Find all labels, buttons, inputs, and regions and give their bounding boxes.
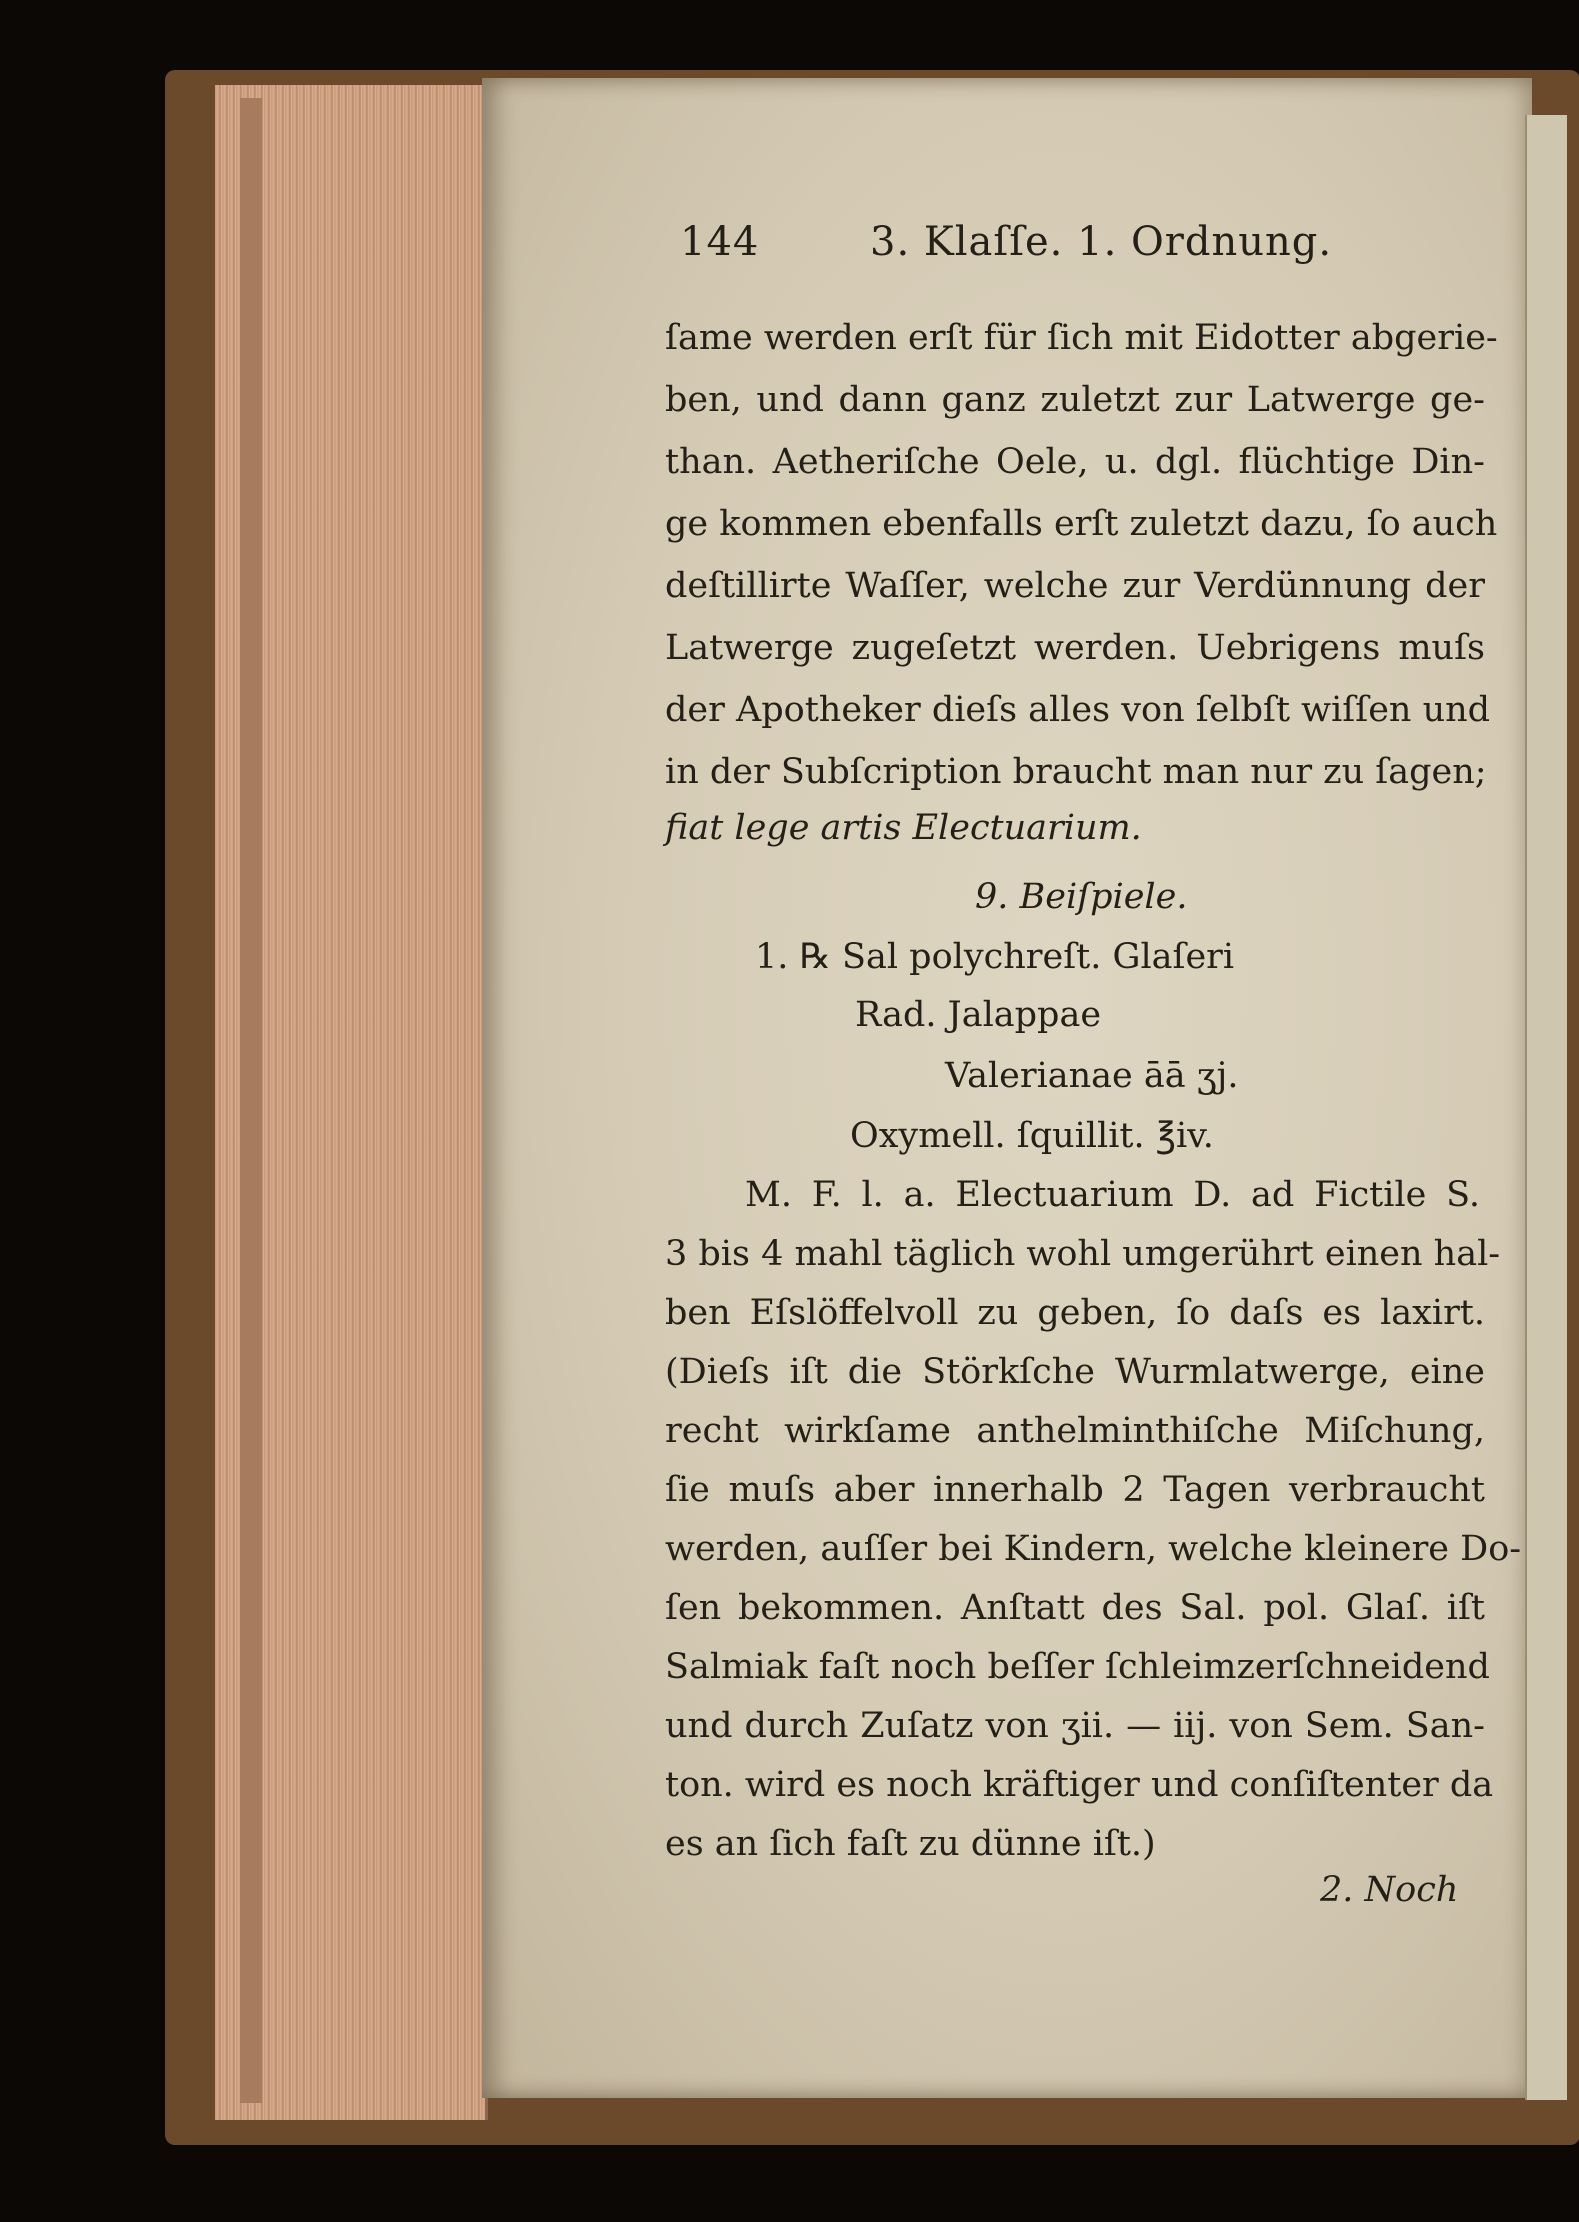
text-line: ſame werden erſt für ſich mit Eidotter abgerie-	[665, 318, 1498, 358]
text-line: ben, und dann ganz zuletzt zur Latwerge ge-	[665, 380, 1485, 420]
running-head: 3. Klaſſe. 1. Ordnung.	[870, 219, 1333, 265]
text-line: recht wirkſame anthelminthiſche Miſchung,	[665, 1411, 1485, 1451]
recipe-line: 1. ℞ Sal polychreſt. Glaſeri	[755, 937, 1235, 977]
text-line: ſen bekommen. Anſtatt des Sal. pol. Glaſ. iſt	[665, 1588, 1485, 1628]
catchword: 2. Noch	[1320, 1870, 1459, 1910]
facing-page-edge	[1525, 115, 1567, 2100]
text-line: der Apotheker dieſs alles von ſelbſt wiſſen und	[665, 690, 1491, 730]
text-line: fiat lege artis Electuarium.	[665, 808, 1142, 848]
text-line: es an ſich faſt zu dünne iſt.)	[665, 1824, 1156, 1864]
text-line: ge kommen ebenfalls erſt zuletzt dazu, ſo auch	[665, 504, 1498, 544]
text-line: Latwerge zugeſetzt werden. Uebrigens muſs	[665, 628, 1485, 668]
text-line: ton. wird es noch kräftiger und conſiſtenter da	[665, 1765, 1494, 1805]
text-line: und durch Zuſatz von ʒii. — iij. von Sem. San-	[665, 1706, 1485, 1746]
text-line: M. F. l. a. Electuarium D. ad Fictile S.	[745, 1175, 1480, 1215]
text-line: deſtillirte Waſſer, welche zur Verdünnung der	[665, 566, 1485, 606]
text-line: ben Eſslöffelvoll zu geben, ſo daſs es laxirt.	[665, 1293, 1485, 1333]
text-line: Salmiak faſt noch beſſer ſchleimzerſchneidend	[665, 1647, 1490, 1687]
page-number: 144	[680, 219, 760, 265]
recipe-line: Rad. Jalappae	[855, 995, 1102, 1035]
text-line: 3 bis 4 mahl täglich wohl umgerührt einen hal-	[665, 1234, 1501, 1274]
text-line: than. Aetheriſche Oele, u. dgl. flüchtige Din-	[665, 442, 1485, 482]
page-edge-rim	[240, 98, 262, 2103]
text-line: in der Subſcription braucht man nur zu ſagen;	[665, 752, 1487, 792]
section-title: 9. Beiſpiele.	[975, 877, 1188, 917]
text-line: (Dieſs iſt die Störkſche Wurmlatwerge, eine	[665, 1352, 1485, 1392]
text-line: ſie muſs aber innerhalb 2 Tagen verbraucht	[665, 1470, 1485, 1510]
recipe-line: Oxymell. ſquillit. ℥iv.	[850, 1116, 1214, 1156]
text-line: werden, auſſer bei Kindern, welche kleinere Do-	[665, 1529, 1522, 1569]
recipe-line: Valerianae āā ʒj.	[945, 1056, 1239, 1096]
